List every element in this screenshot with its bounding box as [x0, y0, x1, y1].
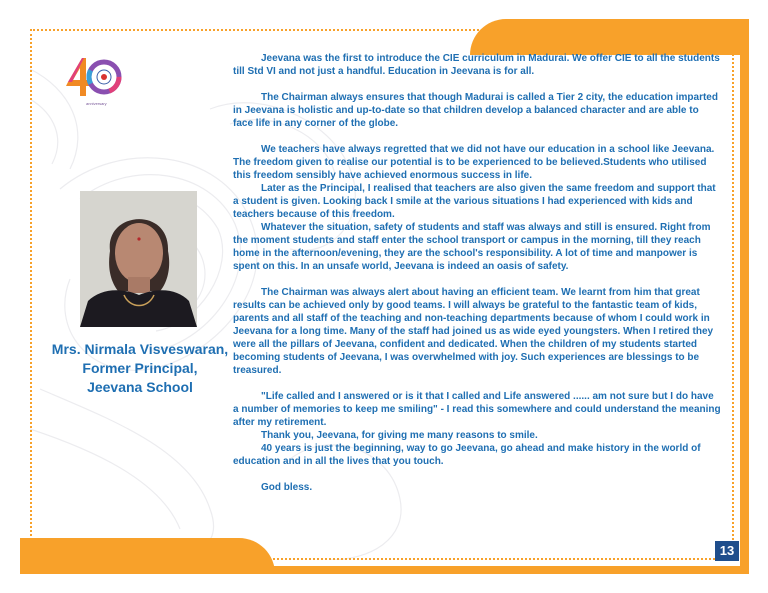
paragraph: Whatever the situation, safety of students and staff was always and still is ensured. Right from the moment students and staff enter the school transport or campus in the morning, till they reach home in the afternoon/evening, they are the school's responsibility. A lot of time and manpower is spent on this. In an unsafe world, Jeevana is indeed an oasis of safety. — [233, 222, 711, 272]
paragraph: Later as the Principal, I realised that teachers are also given the same freedom and support that a student is given. Looking back I smile at the various situations I had experienced with kids and teachers because of this freedom. — [233, 183, 716, 220]
caption-school: Jeevana School — [87, 379, 193, 395]
40-anniversary-logo-icon — [64, 50, 122, 108]
paragraph: "Life called and I answered or is it that I called and Life answered ...... am not sure but I do have a number of memories to keep me smiling" - I read this somewhere and could understand the meaning after my retirement. — [233, 391, 721, 428]
paragraph: The Chairman was always alert about having an efficient team. We learnt from him that great results can be achieved only by good teams. I will always be grateful to the fantastic team of kids, parents and all staff of the teaching and non-teaching departments because of whom I could work in Jeevana for a long time. Many of the staff had joined us as wide eyed youngsters. When I retired they were all the pillars of Jeevana, confident and dedicated. When the children of my students started becoming students of Jeevana, I was overwhelmed with joy. Such experiences are blessings to be treasured. — [233, 287, 714, 376]
paragraph: The Chairman always ensures that though Madurai is called a Tier 2 city, the education imparted in Jeevana is holistic and up-to-date so that children develop a balanced character and are able to face life in any corner of the globe. — [233, 92, 718, 129]
caption-role: Former Principal, — [82, 360, 198, 376]
page-number-badge: 13 — [715, 541, 739, 561]
portrait-photo — [80, 191, 197, 327]
caption-name: Mrs. Nirmala Visveswaran, — [51, 341, 229, 357]
paragraph: God bless. — [261, 482, 313, 493]
paragraph: 40 years is just the beginning, way to go Jeevana, go ahead and make history in the world of education and in all the lives that you touch. — [233, 443, 701, 467]
article-body — [233, 52, 721, 494]
right-orange-bar — [740, 19, 749, 574]
paragraph: We teachers have always regretted that we did not have our education in a school like Jeevana. The freedom given to realise our potential is to be experienced to be believed.Students who utilised this freedom sensibly have achieved enormous success in life. — [233, 144, 715, 181]
portrait-caption — [40, 340, 240, 397]
logo-tagline: anniversary — [86, 101, 107, 106]
paragraph: Thank you, Jeevana, for giving me many reasons to smile. — [261, 430, 538, 441]
paragraph: Jeevana was the first to introduce the CIE curriculum in Madurai. We offer CIE to all the students till Std VI and not just a handful. Education in Jeevana is for all. — [233, 53, 720, 77]
